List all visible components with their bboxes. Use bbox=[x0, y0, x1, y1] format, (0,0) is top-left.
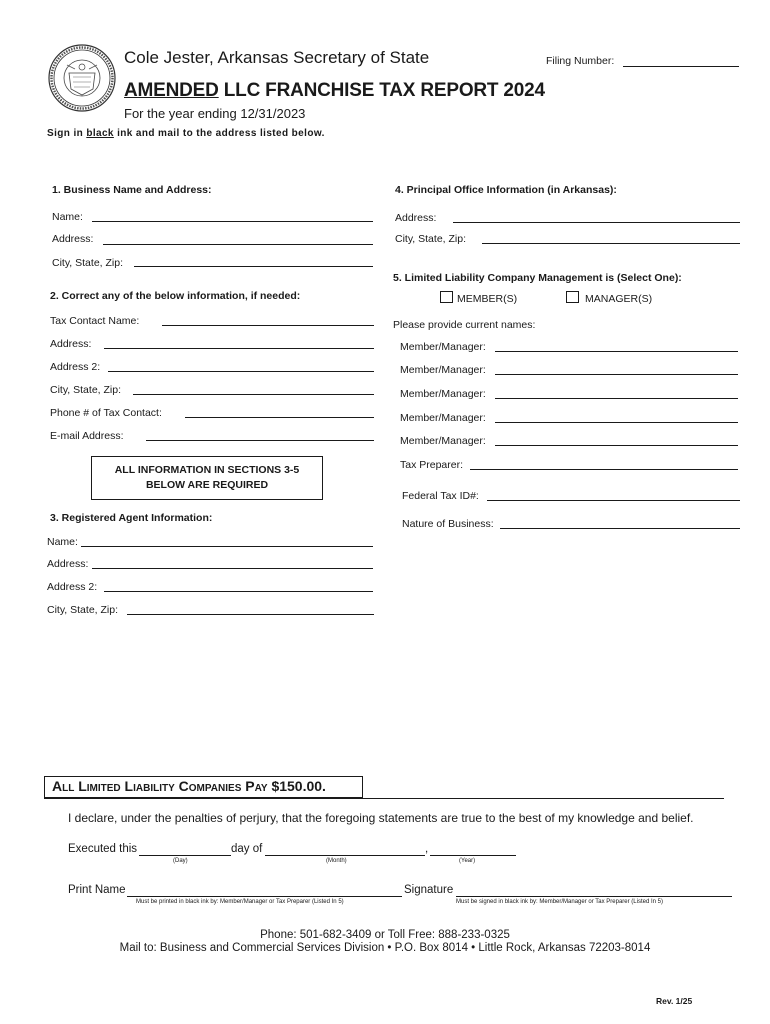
nature-label: Nature of Business: bbox=[402, 518, 494, 530]
agent-address2-label: Address 2: bbox=[47, 581, 98, 593]
principal-city-field[interactable] bbox=[482, 243, 740, 244]
tax-contact-label: Tax Contact Name: bbox=[50, 315, 140, 327]
email-label: E-mail Address: bbox=[50, 430, 124, 442]
year-field[interactable] bbox=[430, 855, 516, 856]
print-name-note: Must be printed in black ink by: Member/Manager or Tax Preparer (Listed In 5) bbox=[136, 899, 344, 905]
federal-tax-field[interactable] bbox=[487, 500, 740, 501]
principal-address-label: Address: bbox=[395, 212, 437, 224]
agent-address-field[interactable] bbox=[92, 568, 373, 569]
sign-prefix: Sign in bbox=[47, 128, 87, 139]
required-line1: ALL INFORMATION IN SECTIONS 3-5 bbox=[114, 464, 300, 476]
required-line2: BELOW ARE REQUIRED bbox=[145, 479, 269, 491]
member-manager-label-2: Member/Manager: bbox=[400, 364, 486, 376]
agent-name-field[interactable] bbox=[81, 546, 373, 547]
contact-address-label: Address: bbox=[50, 338, 92, 350]
title-rest: LLC FRANCHISE TAX REPORT 2024 bbox=[218, 80, 545, 101]
agent-city-field[interactable] bbox=[127, 614, 374, 615]
section3-heading: 3. Registered Agent Information: bbox=[50, 512, 213, 524]
pay-notice-text: All Limited Liability Companies Pay $150.00. bbox=[52, 778, 326, 794]
business-city-field[interactable] bbox=[134, 266, 373, 267]
pay-divider bbox=[44, 798, 724, 799]
sign-instruction bbox=[47, 128, 325, 139]
revision-label: Rev. 1/25 bbox=[656, 996, 693, 1006]
signature-label: Signature bbox=[404, 884, 454, 896]
comma: , bbox=[425, 843, 429, 855]
member-manager-label-3: Member/Manager: bbox=[400, 388, 486, 400]
contact-address2-label: Address 2: bbox=[50, 361, 101, 373]
sign-suffix: ink and mail to the address listed below. bbox=[113, 128, 325, 139]
day-field[interactable] bbox=[139, 855, 231, 856]
phone-label: Phone # of Tax Contact: bbox=[50, 407, 162, 419]
day-of-label: day of bbox=[231, 843, 263, 855]
member-manager-field-5[interactable] bbox=[495, 445, 738, 446]
agent-address-label: Address: bbox=[47, 558, 89, 570]
year-caption: (Year) bbox=[459, 858, 476, 864]
business-name-field[interactable] bbox=[92, 221, 373, 222]
member-manager-label-5: Member/Manager: bbox=[400, 435, 486, 447]
agent-name-label: Name: bbox=[47, 536, 78, 548]
print-name-label: Print Name bbox=[68, 884, 126, 896]
principal-city-label: City, State, Zip: bbox=[395, 233, 466, 245]
nature-field[interactable] bbox=[500, 528, 740, 529]
business-name-label: Name: bbox=[52, 211, 83, 223]
member-manager-field-4[interactable] bbox=[495, 422, 738, 423]
print-name-field[interactable] bbox=[127, 896, 402, 897]
member-manager-field-3[interactable] bbox=[495, 398, 738, 399]
member-manager-label-1: Member/Manager: bbox=[400, 341, 486, 353]
contact-city-field[interactable] bbox=[133, 394, 374, 395]
signature-field[interactable] bbox=[456, 896, 732, 897]
principal-address-field[interactable] bbox=[453, 222, 740, 223]
contact-address-field[interactable] bbox=[104, 348, 374, 349]
required-notice-box bbox=[91, 456, 323, 500]
phone-field[interactable] bbox=[185, 417, 374, 418]
office-title: Cole Jester, Arkansas Secretary of State bbox=[124, 48, 430, 67]
declaration-text: I declare, under the penalties of perjury, that the foregoing statements are true to the best of my knowledge and belief. bbox=[68, 811, 694, 825]
section5-heading: 5. Limited Liability Company Management is (Select One): bbox=[393, 272, 682, 284]
manager-label: MANAGER(S) bbox=[585, 293, 653, 305]
federal-tax-label: Federal Tax ID#: bbox=[402, 490, 479, 502]
email-field[interactable] bbox=[146, 440, 374, 441]
business-address-field[interactable] bbox=[103, 244, 373, 245]
year-ending: For the year ending 12/31/2023 bbox=[124, 106, 306, 121]
signature-note: Must be signed in black ink by: Member/Manager or Tax Preparer (Listed In 5) bbox=[456, 899, 663, 905]
names-prompt: Please provide current names: bbox=[393, 319, 536, 331]
member-label: MEMBER(S) bbox=[457, 293, 518, 305]
member-manager-field-1[interactable] bbox=[495, 351, 738, 352]
business-city-label: City, State, Zip: bbox=[52, 257, 123, 269]
agent-address2-field[interactable] bbox=[104, 591, 373, 592]
tax-preparer-label: Tax Preparer: bbox=[400, 459, 464, 471]
contact-address2-field[interactable] bbox=[108, 371, 374, 372]
section1-heading: 1. Business Name and Address: bbox=[52, 184, 212, 196]
filing-number-field[interactable] bbox=[623, 66, 739, 67]
executed-this-label: Executed this bbox=[68, 843, 138, 855]
business-address-label: Address: bbox=[52, 233, 94, 245]
pay-notice-box bbox=[44, 776, 363, 798]
month-caption: (Month) bbox=[326, 858, 347, 864]
member-manager-field-2[interactable] bbox=[495, 374, 738, 375]
page-title bbox=[124, 80, 545, 102]
section4-heading: 4. Principal Office Information (in Arkansas): bbox=[395, 184, 617, 196]
agent-city-label: City, State, Zip: bbox=[47, 604, 118, 616]
tax-contact-field[interactable] bbox=[162, 325, 374, 326]
filing-number-label: Filing Number: bbox=[546, 55, 615, 67]
member-manager-label-4: Member/Manager: bbox=[400, 412, 486, 424]
month-field[interactable] bbox=[265, 855, 425, 856]
sign-black: black bbox=[86, 128, 114, 139]
state-seal-icon bbox=[47, 43, 117, 113]
member-checkbox[interactable] bbox=[440, 291, 453, 303]
tax-preparer-field[interactable] bbox=[470, 469, 738, 470]
day-caption: (Day) bbox=[173, 858, 188, 864]
footer-mail: Mail to: Business and Commercial Services Division • P.O. Box 8014 • Little Rock, Arkansas 72203-8014 bbox=[119, 942, 651, 954]
section2-heading: 2. Correct any of the below information, if needed: bbox=[50, 290, 301, 302]
manager-checkbox[interactable] bbox=[566, 291, 579, 303]
title-amended: AMENDED bbox=[124, 80, 219, 101]
contact-city-label: City, State, Zip: bbox=[50, 384, 121, 396]
footer-phone: Phone: 501-682-3409 or Toll Free: 888-233-0325 bbox=[260, 929, 510, 941]
